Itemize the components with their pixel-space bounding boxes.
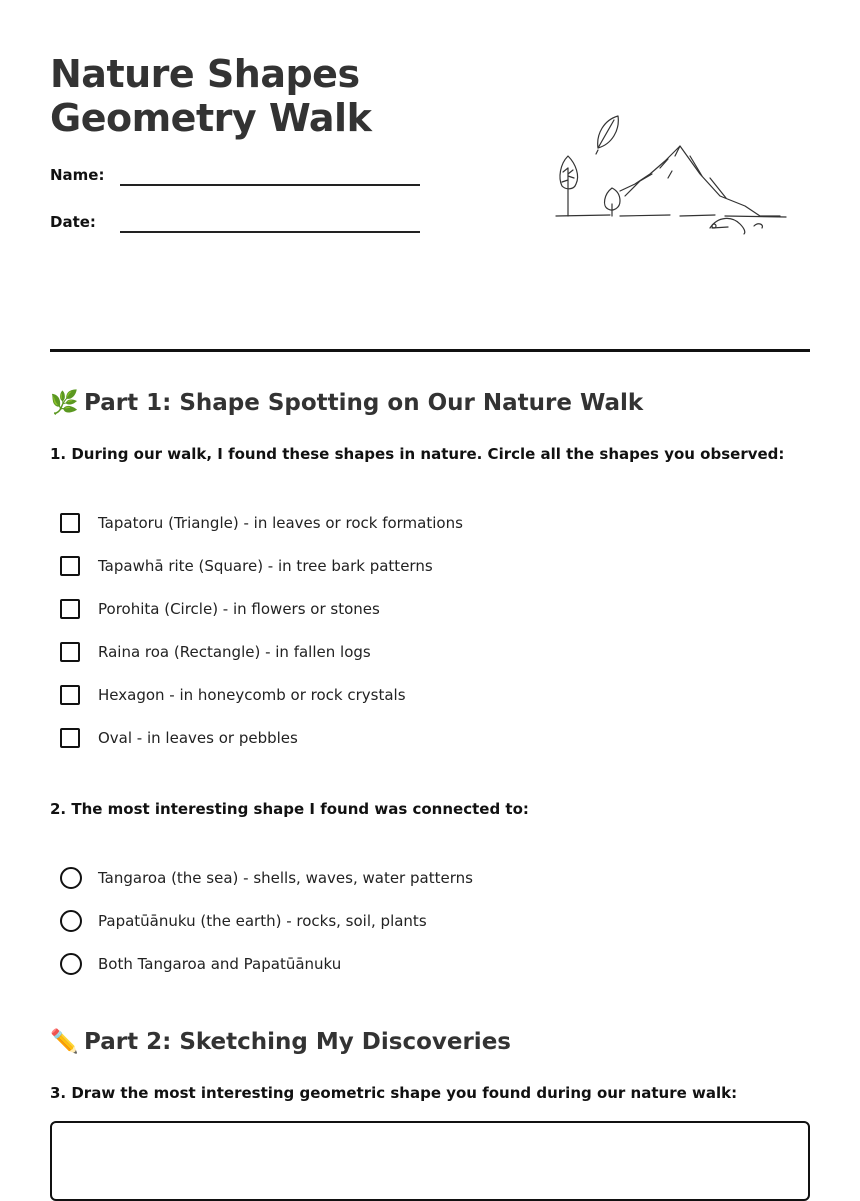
- part2-heading: [50, 1027, 511, 1057]
- part2-heading-text: Part 2: Sketching My Discoveries: [84, 1029, 511, 1055]
- option-label: Oval - in leaves or pebbles: [98, 729, 298, 747]
- radio-tangaroa[interactable]: [60, 867, 82, 889]
- mountain-landscape-icon: [540, 56, 800, 246]
- checkbox-oval[interactable]: [60, 728, 80, 748]
- part1-heading-text: Part 1: Shape Spotting on Our Nature Walk: [84, 390, 644, 416]
- question-3: 3. Draw the most interesting geometric shape you found during our nature walk:: [50, 1084, 738, 1102]
- option-label: Raina roa (Rectangle) - in fallen logs: [98, 643, 371, 661]
- name-label: Name:: [50, 166, 105, 184]
- option-label: Tapatoru (Triangle) - in leaves or rock formations: [98, 514, 463, 532]
- title-line-1: Nature Shapes: [50, 52, 360, 96]
- shape-option-hexagon[interactable]: [60, 685, 760, 709]
- option-label: Papatūānuku (the earth) - rocks, soil, plants: [98, 912, 427, 930]
- connection-option-papatuanuku[interactable]: [60, 910, 760, 934]
- part1-heading: [50, 388, 643, 418]
- question-2: 2. The most interesting shape I found was connected to:: [50, 800, 529, 818]
- sketch-drawing-area[interactable]: [50, 1121, 810, 1201]
- name-input-line[interactable]: [120, 184, 420, 186]
- checkbox-circle[interactable]: [60, 599, 80, 619]
- question-1: 1. During our walk, I found these shapes in nature. Circle all the shapes you observed:: [50, 445, 785, 463]
- worksheet-title: [50, 52, 371, 140]
- radio-papatuanuku[interactable]: [60, 910, 82, 932]
- header-divider: [50, 349, 810, 352]
- name-field[interactable]: [50, 166, 420, 196]
- option-label: Both Tangaroa and Papatūānuku: [98, 955, 342, 973]
- shape-option-oval[interactable]: [60, 728, 760, 752]
- radio-both[interactable]: [60, 953, 82, 975]
- connection-option-both[interactable]: [60, 953, 760, 977]
- checkbox-hexagon[interactable]: [60, 685, 80, 705]
- title-line-2: Geometry Walk: [50, 96, 372, 140]
- checkbox-square[interactable]: [60, 556, 80, 576]
- option-label: Tapawhā rite (Square) - in tree bark patterns: [98, 557, 433, 575]
- option-label: Tangaroa (the sea) - shells, waves, water patterns: [98, 869, 473, 887]
- checkbox-triangle[interactable]: [60, 513, 80, 533]
- checkbox-rectangle[interactable]: [60, 642, 80, 662]
- shape-option-triangle[interactable]: [60, 513, 760, 537]
- date-field[interactable]: [50, 213, 420, 243]
- option-label: Hexagon - in honeycomb or rock crystals: [98, 686, 406, 704]
- pencil-icon: ✏️: [50, 1029, 79, 1055]
- shape-option-square[interactable]: [60, 556, 760, 580]
- connection-option-tangaroa[interactable]: [60, 867, 760, 891]
- option-label: Porohita (Circle) - in flowers or stones: [98, 600, 380, 618]
- date-input-line[interactable]: [120, 231, 420, 233]
- herb-icon: 🌿: [50, 390, 79, 416]
- shape-option-rectangle[interactable]: [60, 642, 760, 666]
- shape-option-circle[interactable]: [60, 599, 760, 623]
- date-label: Date:: [50, 213, 96, 231]
